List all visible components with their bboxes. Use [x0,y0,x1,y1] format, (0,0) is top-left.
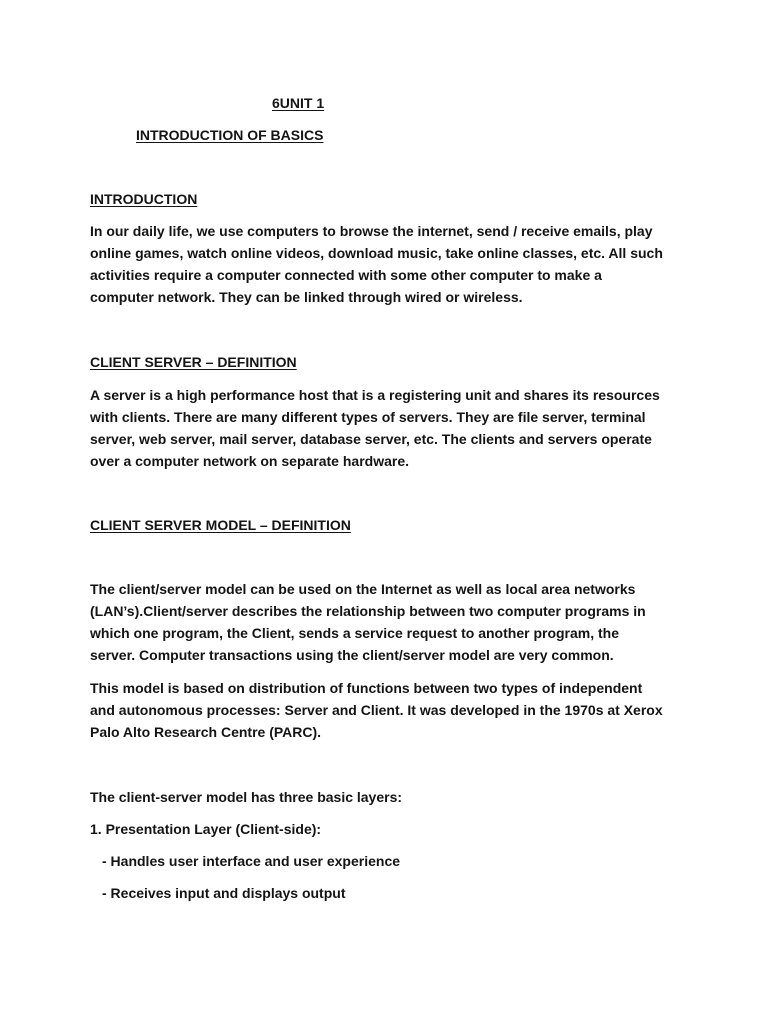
paragraph-line: A server is a high performance host that is a registering unit and shares its resources [90,387,660,403]
paragraph-line: server. Computer transactions using the client/server model are very common. [90,647,614,663]
paragraph-line: (LAN’s).Client/server describes the relationship between two computer programs in [90,603,646,619]
paragraph-line: with clients. There are many different types of servers. They are file server, terminal [90,409,646,425]
layer-1-point: - Handles user interface and user experience [102,853,401,869]
paragraph-line: which one program, the Client, sends a service request to another program, the [90,625,620,641]
paragraph-line: over a computer network on separate hardware. [90,453,409,469]
client-server-model-paragraph-2 [90,677,690,743]
section-heading-introduction: INTRODUCTION [90,191,198,207]
paragraph-line: Palo Alto Research Centre (PARC). [90,724,322,740]
paragraph-line: The client/server model can be used on the Internet as well as local area networks [90,581,636,597]
section-heading-client-server-definition: CLIENT SERVER – DEFINITION [90,354,297,370]
client-server-model-paragraph-1 [90,578,690,666]
paragraph-line: In our daily life, we use computers to browse the internet, send / receive emails, play [90,223,653,239]
chapter-title: INTRODUCTION OF BASICS [136,127,324,143]
layer-1-title: 1. Presentation Layer (Client-side): [90,821,322,837]
layer-1-point: - Receives input and displays output [102,885,346,901]
paragraph-line: server, web server, mail server, database server, etc. The clients and servers operate [90,431,652,447]
unit-title: 6UNIT 1 [272,95,325,111]
paragraph-line: online games, watch online videos, download music, take online classes, etc. All such [90,245,663,261]
introduction-paragraph [90,220,690,308]
paragraph-line: and autonomous processes: Server and Client. It was developed in the 1970s at Xerox [90,702,663,718]
section-heading-client-server-model: CLIENT SERVER MODEL – DEFINITION [90,517,351,533]
layers-intro: The client-server model has three basic layers: [90,789,403,805]
paragraph-line: computer network. They can be linked through wired or wireless. [90,289,523,305]
client-server-definition-paragraph [90,384,690,472]
paragraph-line: This model is based on distribution of functions between two types of independent [90,680,643,696]
paragraph-line: activities require a computer connected with some other computer to make a [90,267,602,283]
